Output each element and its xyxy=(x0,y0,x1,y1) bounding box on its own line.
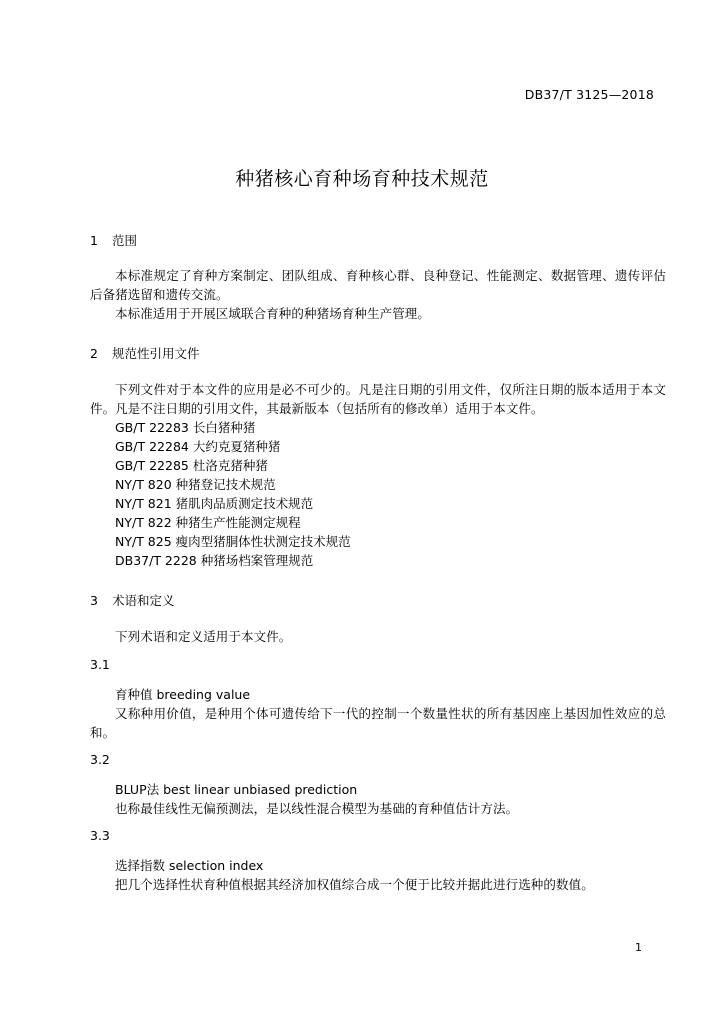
page-number: 1 xyxy=(635,941,642,954)
reference-item: GB/T 22284 大约克夏猪种猪 xyxy=(115,439,281,454)
section-3-heading xyxy=(90,591,175,609)
reference-item: NY/T 820 种猪登记技术规范 xyxy=(115,477,276,492)
reference-item: NY/T 825 瘦肉型猪胴体性状测定技术规范 xyxy=(115,534,351,549)
reference-item: NY/T 821 猪肌肉品质测定技术规范 xyxy=(115,496,314,511)
section-number: 2 xyxy=(90,346,98,361)
section-1-heading xyxy=(90,231,137,249)
references-intro-paragraph: 下列文件对于本文件的应用是必不可少的。凡是注日期的引用文件，仅所注日期的版本适用于本文件。凡是不注日期的引用文件，其最新版本（包括所有的修改单）适用于本文件。 xyxy=(90,382,666,416)
reference-item: GB/T 22285 杜洛克猪种猪 xyxy=(115,458,268,473)
scope-paragraph-1: 本标准规定了育种方案制定、团队组成、育种核心群、良种登记、性能测定、数据管理、遗传评估后备猪选留和遗传交流。 xyxy=(90,268,666,302)
document-title: 种猪核心育种场育种技术规范 xyxy=(235,168,489,190)
clause-number: 3.2 xyxy=(90,752,110,767)
reference-item: GB/T 22283 长白猪种猪 xyxy=(115,420,256,435)
clause-number: 3.1 xyxy=(90,657,110,672)
reference-item: NY/T 822 种猪生产性能测定规程 xyxy=(115,515,301,530)
reference-item: DB37/T 2228 种猪场档案管理规范 xyxy=(115,553,314,568)
term-definition: 也称最佳线性无偏预测法，是以线性混合模型为基础的育种值估计方法。 xyxy=(115,801,519,816)
section-title: 规范性引用文件 xyxy=(112,346,200,361)
section-2-heading xyxy=(90,344,200,362)
scope-paragraph-2: 本标准适用于开展区域联合育种的种猪场育种生产管理。 xyxy=(115,306,431,321)
term-name: 选择指数 selection index xyxy=(115,858,264,873)
term-name: 育种值 breeding value xyxy=(115,687,251,702)
term-name: BLUP法 best linear unbiased prediction xyxy=(115,782,358,797)
term-definition: 把几个选择性状育种值根据其经济加权值综合成一个便于比较并据此进行选种的数值。 xyxy=(115,877,594,892)
section-title: 术语和定义 xyxy=(112,593,175,608)
section-number: 1 xyxy=(90,233,98,248)
term-definition: 又称种用价值，是种用个体可遗传给下一代的控制一个数量性状的所有基因座上基因加性效应的总和。 xyxy=(90,706,666,740)
section-title: 范围 xyxy=(112,233,138,248)
terms-intro-paragraph: 下列术语和定义适用于本文件。 xyxy=(115,629,292,644)
document-code: DB37/T 3125—2018 xyxy=(524,87,654,102)
clause-number: 3.3 xyxy=(90,828,110,843)
section-number: 3 xyxy=(90,593,98,608)
